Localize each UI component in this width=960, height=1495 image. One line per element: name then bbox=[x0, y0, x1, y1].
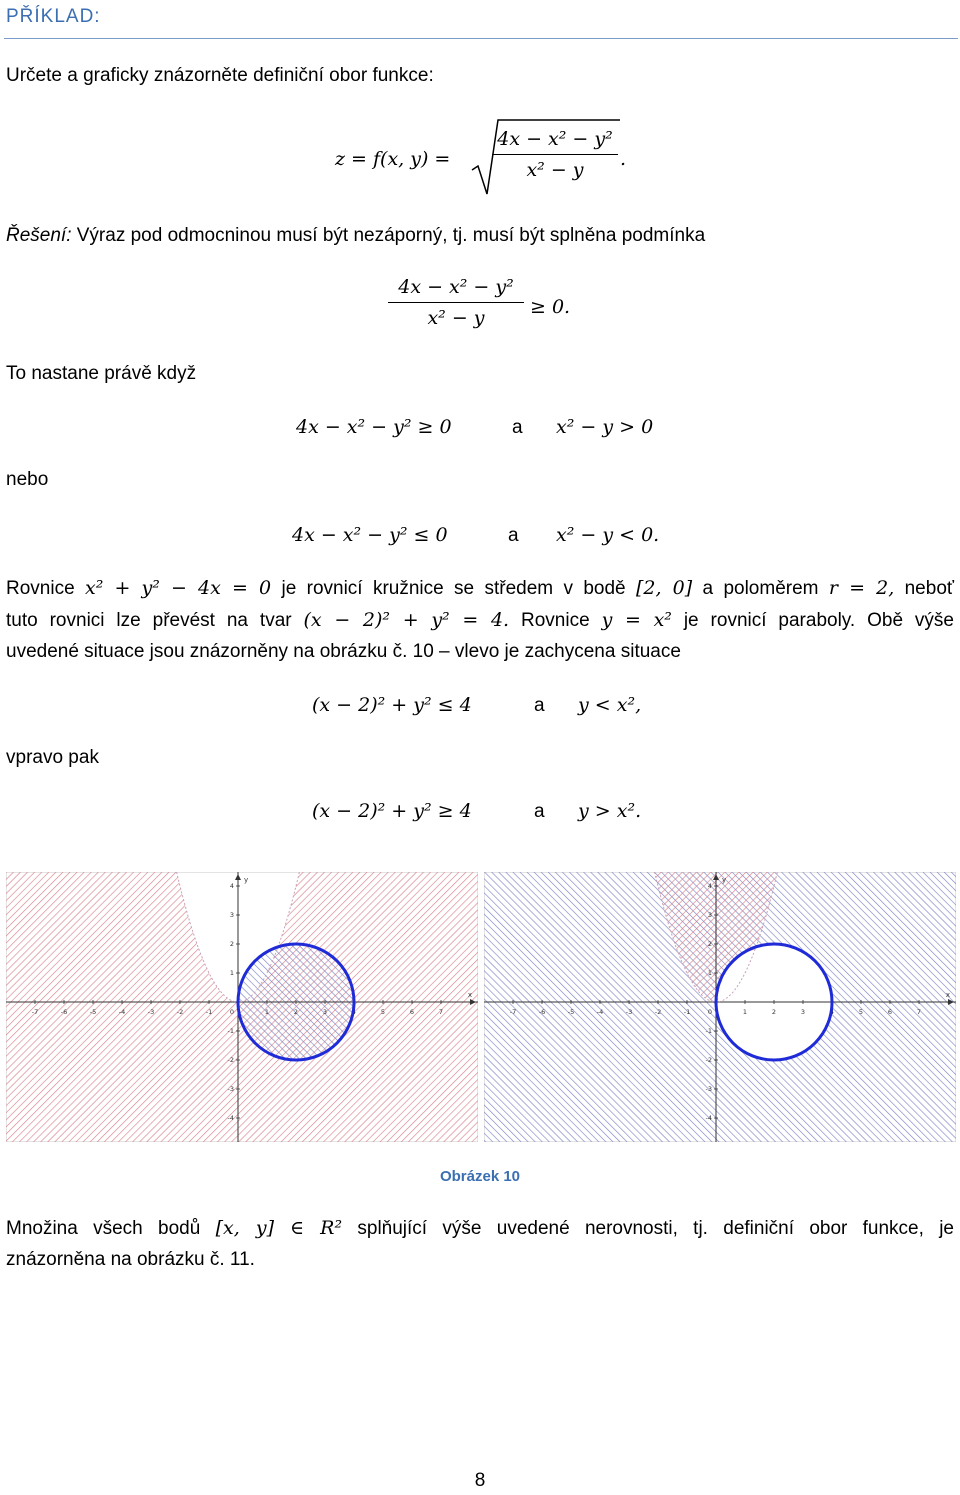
parabola-equation: y = x² bbox=[601, 609, 672, 631]
graph-right bbox=[484, 872, 956, 1142]
solution-text: Výraz pod odmocninou musí být nezáporný, tj. musí být splněna podmínka bbox=[71, 225, 706, 246]
page-number: 8 bbox=[474, 1470, 486, 1491]
x-tick-label: 1 bbox=[742, 1008, 748, 1016]
x-tick-label: 2 bbox=[771, 1008, 777, 1016]
case4-left: (x − 2)² + y² ≥ 4 bbox=[312, 800, 472, 822]
y-tick-label: 2 bbox=[707, 940, 712, 948]
x-tick-label: -5 bbox=[567, 1008, 575, 1016]
x-tick-label: -5 bbox=[89, 1008, 97, 1016]
x-tick-label: 5 bbox=[858, 1008, 864, 1016]
circle-equation: x² + y² − 4x = 0 bbox=[85, 577, 272, 599]
x-tick-label: -1 bbox=[205, 1008, 213, 1016]
x-tick-label: -7 bbox=[509, 1008, 517, 1016]
x-axis-label: x bbox=[945, 991, 950, 999]
x-tick-label: 3 bbox=[800, 1008, 806, 1016]
y-tick-label: 1 bbox=[229, 969, 234, 977]
x-axis-label: x bbox=[467, 991, 472, 999]
function-numerator: 4x − x² − y² bbox=[492, 128, 618, 155]
x-tick-label: 7 bbox=[438, 1008, 444, 1016]
example-heading: PŘÍKLAD: bbox=[6, 6, 101, 27]
solution-label: Řešení: bbox=[6, 225, 72, 246]
x-tick-label: -2 bbox=[176, 1008, 184, 1016]
x-tick-label: -6 bbox=[60, 1008, 68, 1016]
x-tick-label: 5 bbox=[380, 1008, 386, 1016]
x-tick-label: 6 bbox=[887, 1008, 893, 1016]
paragraph-line-3: uvedené situace jsou znázorněny na obrázku č. 10 – vlevo je zachycena situace bbox=[6, 641, 681, 662]
radius-value: r = 2, bbox=[828, 577, 895, 599]
paragraph-text: a poloměrem bbox=[692, 578, 829, 599]
x-tick-label: -3 bbox=[147, 1008, 155, 1016]
y-tick-label: 2 bbox=[229, 940, 234, 948]
task-text: Určete a graficky znázorněte definiční obor funkce: bbox=[6, 65, 434, 86]
paragraph-text: neboť bbox=[894, 578, 955, 599]
closing-text: splňující výše uvedené nerovnosti, tj. definiční obor funkce, je bbox=[342, 1218, 954, 1239]
paragraph-line-2 bbox=[6, 604, 954, 637]
x-tick-label: -3 bbox=[625, 1008, 633, 1016]
y-tick-label: -2 bbox=[705, 1056, 712, 1064]
y-tick-label: -4 bbox=[705, 1114, 712, 1122]
case2-and: a bbox=[508, 525, 519, 546]
to-nastane-text: To nastane právě když bbox=[6, 363, 197, 384]
x-tick-label: 7 bbox=[916, 1008, 922, 1016]
x-tick-label: -4 bbox=[118, 1008, 126, 1016]
condition-numerator: 4x − x² − y² bbox=[388, 276, 524, 303]
set-notation: [x, y] ∈ R² bbox=[215, 1217, 343, 1239]
x-tick-label: 3 bbox=[322, 1008, 328, 1016]
y-tick-label: -1 bbox=[705, 1027, 712, 1035]
case2-left: 4x − x² − y² ≤ 0 bbox=[292, 524, 448, 546]
condition-denominator: x² − y bbox=[427, 307, 485, 329]
case1-and: a bbox=[512, 417, 523, 438]
x-tick-label: -2 bbox=[654, 1008, 662, 1016]
paragraph-text: Rovnice bbox=[509, 610, 602, 631]
case1-right: x² − y > 0 bbox=[556, 416, 654, 438]
x-tick-label: 0 bbox=[707, 1008, 713, 1016]
y-tick-label: 3 bbox=[707, 911, 712, 919]
y-tick-label: -4 bbox=[227, 1114, 234, 1122]
y-axis-label: y bbox=[722, 876, 727, 884]
x-tick-label: -4 bbox=[596, 1008, 604, 1016]
y-tick-label: 1 bbox=[707, 969, 712, 977]
condition-fraction bbox=[388, 276, 524, 329]
case1-left: 4x − x² − y² ≥ 0 bbox=[296, 416, 452, 438]
x-tick-label: 6 bbox=[409, 1008, 415, 1016]
y-tick-label: -3 bbox=[705, 1085, 712, 1093]
nebo-text: nebo bbox=[6, 469, 49, 490]
vpravo-text: vpravo pak bbox=[6, 747, 99, 768]
x-tick-label: -1 bbox=[683, 1008, 691, 1016]
case3-left: (x − 2)² + y² ≤ 4 bbox=[312, 694, 472, 716]
x-tick-label: 4 bbox=[829, 1008, 835, 1016]
closing-text: Množina všech bodů bbox=[6, 1218, 216, 1239]
graph-left bbox=[6, 872, 478, 1142]
closing-line-1 bbox=[6, 1212, 954, 1245]
y-tick-label: -1 bbox=[227, 1027, 234, 1035]
paragraph-text: je rovnicí paraboly. Obě výše bbox=[671, 610, 954, 631]
function-tail: . bbox=[620, 148, 627, 170]
center-point: [2, 0] bbox=[635, 577, 693, 599]
x-tick-label: -6 bbox=[538, 1008, 546, 1016]
case3-right: y < x², bbox=[578, 694, 642, 716]
y-tick-label: 4 bbox=[229, 882, 234, 890]
function-lhs: z = f(x, y) = bbox=[335, 148, 451, 170]
case2-right: x² − y < 0. bbox=[556, 524, 660, 546]
y-tick-label: -2 bbox=[227, 1056, 234, 1064]
x-tick-label: 2 bbox=[293, 1008, 299, 1016]
solution-line bbox=[6, 220, 705, 252]
paragraph-line-1 bbox=[6, 572, 954, 605]
paragraph-text: tuto rovnici lze převést na tvar bbox=[6, 610, 304, 631]
x-tick-label: 1 bbox=[264, 1008, 270, 1016]
y-axis-label: y bbox=[244, 876, 249, 884]
case3-and: a bbox=[534, 695, 545, 716]
figure-caption: Obrázek 10 bbox=[439, 1168, 521, 1185]
circle-standard-form: (x − 2)² + y² = 4. bbox=[303, 609, 510, 631]
paragraph-text: je rovnicí kružnice se středem v bodě bbox=[271, 578, 636, 599]
function-fraction bbox=[492, 128, 618, 181]
case4-and: a bbox=[534, 801, 545, 822]
condition-tail: ≥ 0. bbox=[530, 296, 571, 318]
y-tick-label: 4 bbox=[707, 882, 712, 890]
paragraph-text: Rovnice bbox=[6, 578, 86, 599]
case4-right: y > x². bbox=[578, 800, 642, 822]
function-denominator: x² − y bbox=[526, 159, 584, 181]
y-tick-label: -3 bbox=[227, 1085, 234, 1093]
x-tick-label: 0 bbox=[229, 1008, 235, 1016]
y-tick-label: 3 bbox=[229, 911, 234, 919]
x-tick-label: -7 bbox=[31, 1008, 39, 1016]
closing-line-2: znázorněna na obrázku č. 11. bbox=[6, 1249, 255, 1270]
x-tick-label: 4 bbox=[351, 1008, 357, 1016]
heading-rule bbox=[4, 38, 958, 39]
